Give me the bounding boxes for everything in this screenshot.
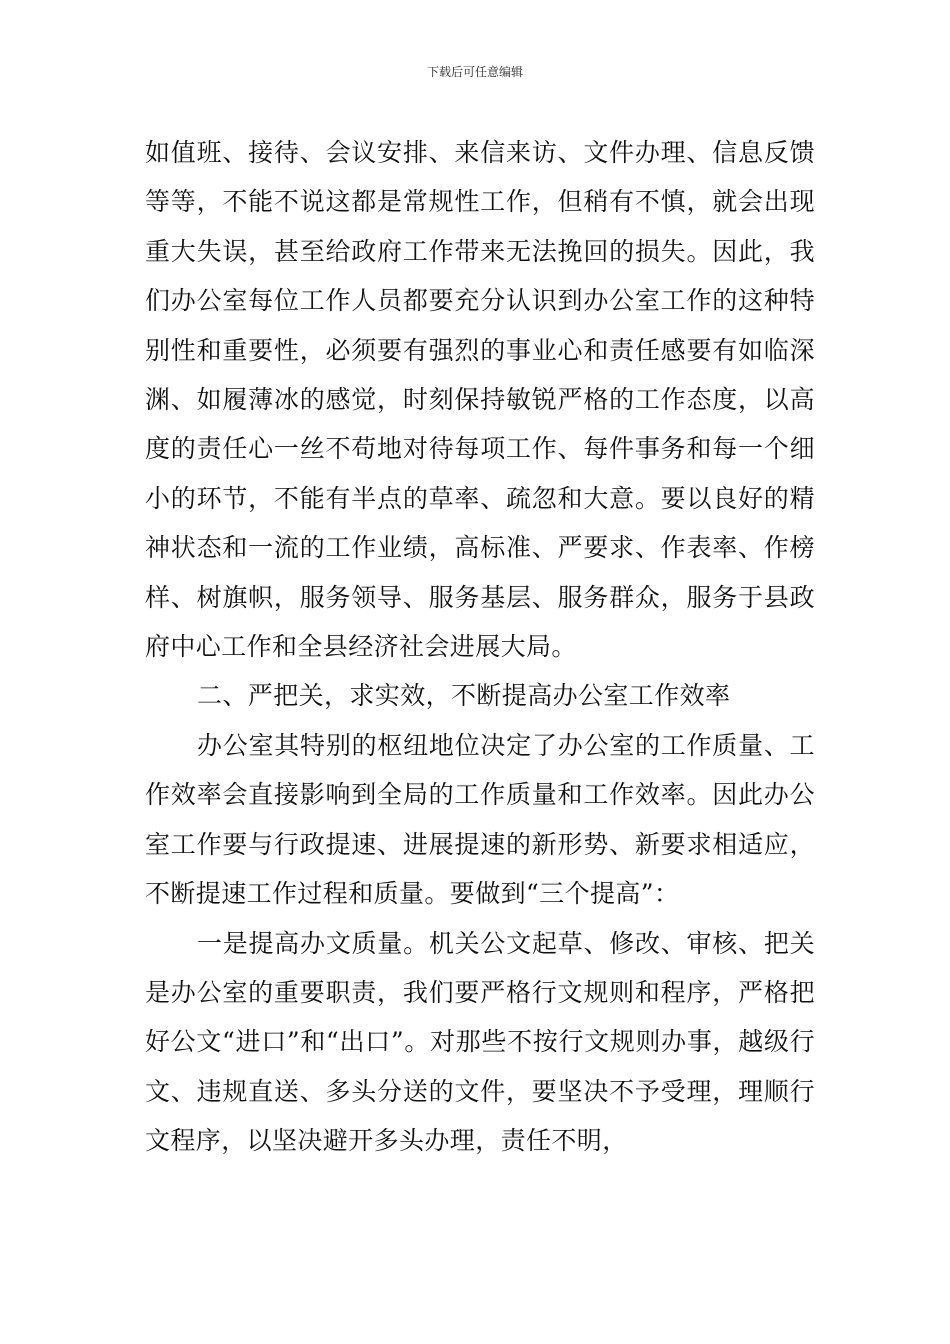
document-body	[145, 128, 815, 1166]
page-header: 下载后可任意编辑	[426, 65, 523, 79]
paragraph-continuation: 如值班、接待、会议安排、来信来访、文件办理、信息反馈等等，不能不说这都是常规性工作，但稍有不慎，就会出现重大失误，甚至给政府工作带来无法挽回的损失。因此，我们办公室每位工作人员都要充分认识到办公室工作的这种特别性和重要性，必须要有强烈的事业心和责任感要有如临深渊、如履薄冰的感觉，时刻保持敏锐严格的工作态度，以高度的责任心一丝不苟地对待每项工作、每件事务和每一个细小的环节，不能有半点的草率、疏忽和大意。要以良好的精神状态和一流的工作业绩，高标准、严要求、作表率、作榜样、树旗帜，服务领导、服务基层、服务群众，服务于县政府中心工作和全县经济社会进展大局。	[145, 138, 815, 662]
paragraph: 一是提高办文质量。机关公文起草、修改、审核、把关是办公室的重要职责，我们要严格行文规则和程序，严格把好公文“进口”和“出口”。对那些不按行文规则办事，越级行文、违规直送、多头分送的文件，要坚决不予受理，理顺行文程序，以坚决避开多头办理，责任不明，	[145, 928, 815, 1156]
paragraph: 办公室其特别的枢纽地位决定了办公室的工作质量、工作效率会直接影响到全局的工作质量和工作效率。因此办公室工作要与行政提速、进展提速的新形势、新要求相适应，不断提速工作过程和质量。要做到“三个提高”：	[145, 730, 815, 909]
section-heading: 二、严把关，求实效，不断提高办公室工作效率	[197, 681, 731, 711]
